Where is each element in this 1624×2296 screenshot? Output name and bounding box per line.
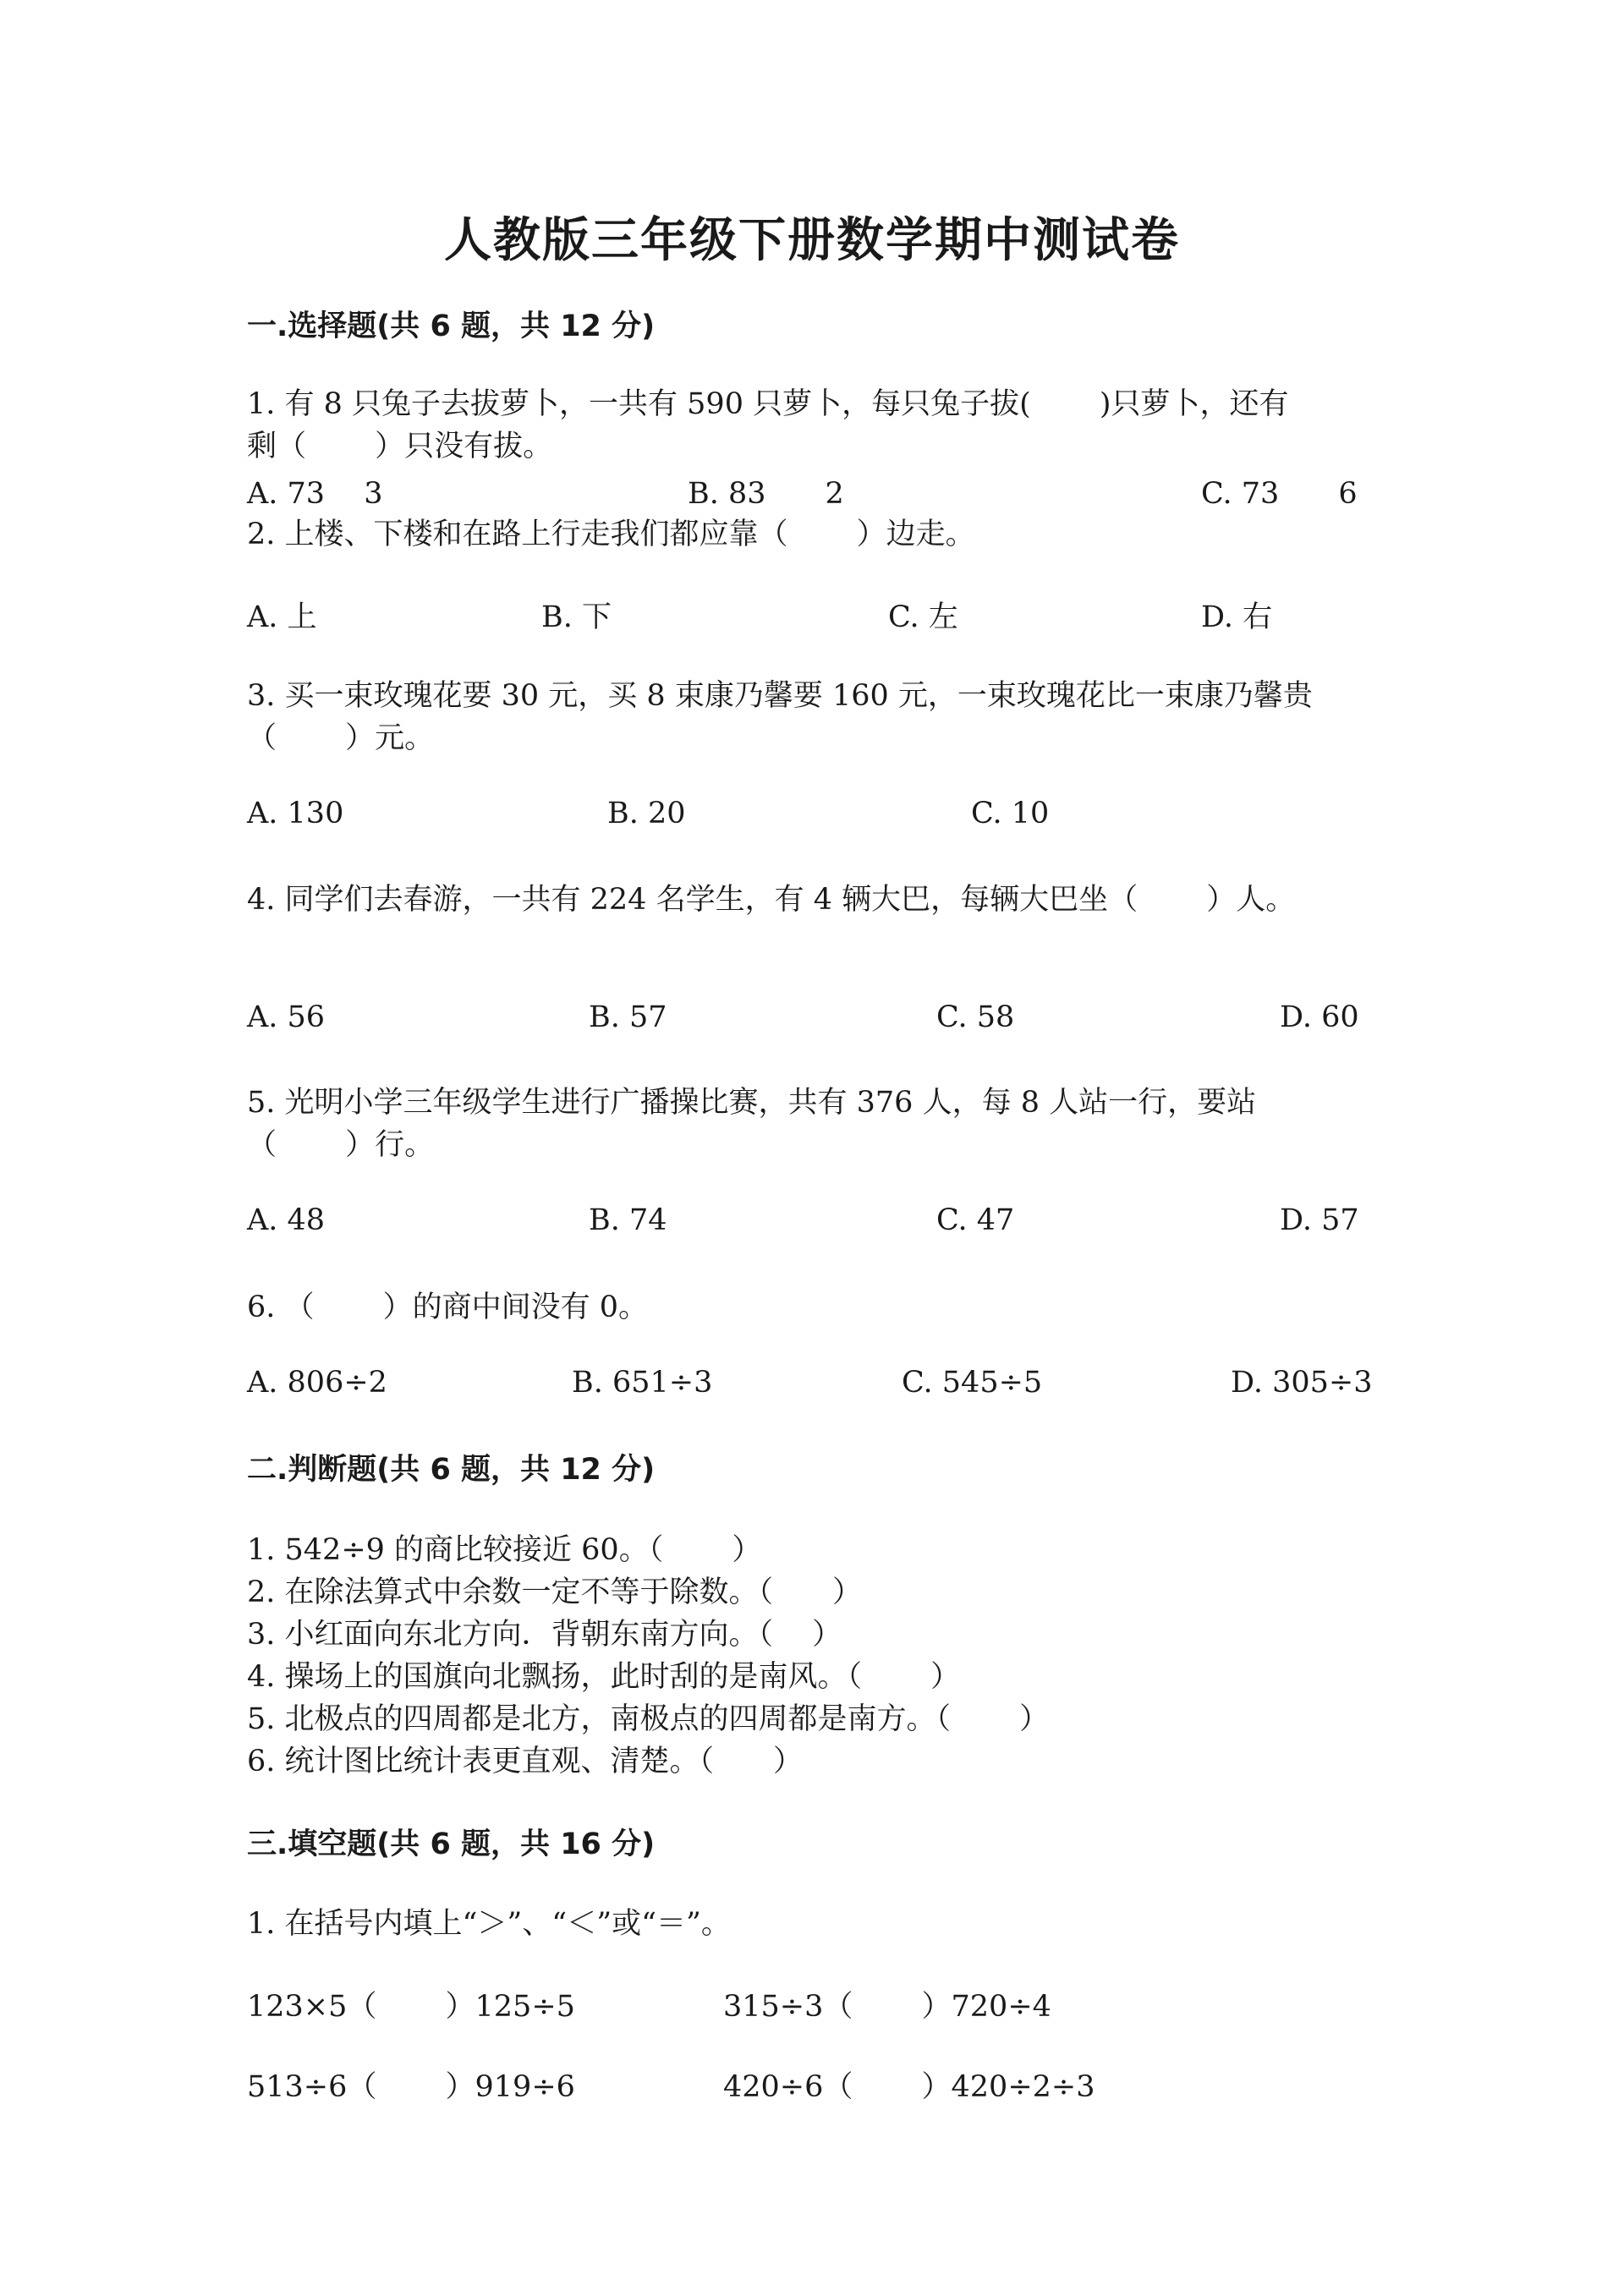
answer-option[interactable]: A. 130 [247,797,344,830]
question-text: 3. 买一束玫瑰花要 30 元，买 8 束康乃馨要 160 元，一束玫瑰花比一束康乃馨贵 [247,679,1313,713]
answer-option[interactable]: B. 下 [541,600,612,634]
answer-option[interactable]: B. 57 [589,1000,667,1034]
page-title: 人教版三年级下册数学期中测试卷 [444,213,1180,268]
answer-option[interactable]: A. 48 [247,1203,326,1237]
question-text: 4. 同学们去春游，一共有 224 名学生，有 4 辆大巴，每辆大巴坐（ ）人。 [247,883,1296,917]
question-text: （ ）元。 [247,721,435,755]
section-title-fill: 三.填空题(共 6 题，共 16 分) [247,1827,656,1861]
answer-option[interactable]: C. 58 [936,1000,1015,1034]
answer-option[interactable]: A. 73 3 [247,477,383,511]
answer-option[interactable]: B. 83 2 [688,477,844,511]
question-text: 剩（ ）只没有拔。 [247,430,553,463]
question-text: 1. 在括号内填上“＞”、“＜”或“＝”。 [247,1907,731,1941]
answer-option[interactable]: D. 305÷3 [1231,1366,1373,1400]
question-text: （ ）行。 [247,1128,435,1162]
answer-option[interactable]: C. 10 [971,797,1050,830]
judge-question: 2. 在除法算式中余数一定不等于除数。（ ） [247,1575,863,1609]
compare-item[interactable]: 315÷3（ ）720÷4 [723,1990,1051,2024]
question-text: 1. 有 8 只兔子去拔萝卜，一共有 590 只萝卜，每只兔子拔( )只萝卜，还有 [247,387,1289,421]
judge-question: 4. 操场上的国旗向北飘扬，此时刮的是南风。（ ） [247,1660,961,1694]
answer-option[interactable]: C. 47 [936,1203,1015,1237]
question-text: 5. 光明小学三年级学生进行广播操比赛，共有 376 人，每 8 人站一行，要站 [247,1086,1257,1120]
section-title-judge: 二.判断题(共 6 题，共 12 分) [247,1453,656,1487]
answer-option[interactable]: C. 左 [888,600,958,634]
answer-option[interactable]: B. 651÷3 [572,1366,713,1400]
answer-option[interactable]: B. 74 [589,1203,667,1237]
answer-option[interactable]: D. 60 [1280,1000,1359,1034]
answer-option[interactable]: D. 57 [1280,1203,1359,1237]
judge-question: 3. 小红面向东北方向．背朝东南方向。（ ） [247,1618,842,1652]
answer-option[interactable]: A. 806÷2 [247,1366,387,1400]
compare-item[interactable]: 420÷6（ ）420÷2÷3 [723,2070,1095,2104]
answer-option[interactable]: C. 545÷5 [902,1366,1043,1400]
section-title-choice: 一.选择题(共 6 题，共 12 分) [247,310,656,343]
judge-question: 5. 北极点的四周都是北方，南极点的四周都是南方。（ ） [247,1702,1050,1736]
answer-option[interactable]: C. 73 6 [1201,477,1358,511]
answer-option[interactable]: B. 20 [607,797,686,830]
compare-item[interactable]: 513÷6（ ）919÷6 [247,2070,575,2104]
question-text: 6. （ ）的商中间没有 0。 [247,1290,649,1324]
answer-option[interactable]: A. 56 [247,1000,326,1034]
answer-option[interactable]: A. 上 [247,600,317,634]
question-text: 2. 上楼、下楼和在路上行走我们都应靠（ ）边走。 [247,518,975,551]
judge-question: 6. 统计图比统计表更直观、清楚。（ ） [247,1745,804,1778]
judge-question: 1. 542÷9 的商比较接近 60。（ ） [247,1533,762,1567]
compare-item[interactable]: 123×5（ ）125÷5 [247,1990,575,2024]
answer-option[interactable]: D. 右 [1201,600,1273,634]
